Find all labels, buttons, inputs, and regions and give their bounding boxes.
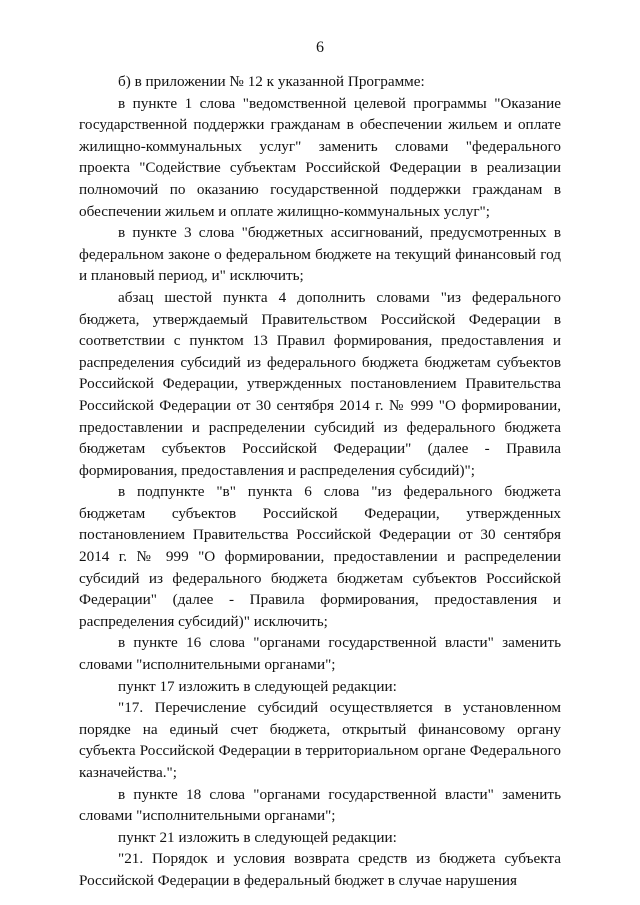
paragraph-item-4-amendment: абзац шестой пункта 4 дополнить словами "из федерального бюджета, утверждаемый Правительством Российской Федерации в соответствии с пунктом 13 Правил формирования, предоставления и распределения субсидий из федерального бюджета бюджетам субъектов Российской Федерации, утвержденных постановлением Правительства Российской Федерации от 30 сентября 2014 г. № 999 "О формировании, предоставлении и распределении субсидий из федерального бюджета бюджетам субъектов Российской Федерации" (далее - Правила формирования, предоставления и распределения субсидий)"; xyxy=(79,288,561,479)
paragraph-item-18-amendment: в пункте 18 слова "органами государственной власти" заменить словами "исполнительными органами"; xyxy=(79,785,561,825)
paragraph-item-17-intro: пункт 17 изложить в следующей редакции: xyxy=(118,677,397,695)
page-number: 6 xyxy=(316,39,324,56)
paragraph-item-17-text: "17. Перечисление субсидий осуществляется в установленном порядке на единый счет бюджета, открытый финансовому органу субъекта Российской Федерации в территориальном органе Федерального казначейства."; xyxy=(79,699,561,781)
paragraph-item-21-text: "21. Порядок и условия возврата средств из бюджета субъекта Российской Федерации в федеральный бюджет в случае нарушения xyxy=(79,850,561,889)
paragraph-appendix-12-intro: б) в приложении № 12 к указанной Программе: xyxy=(118,73,425,90)
document-body xyxy=(79,71,561,892)
paragraph-item-3-amendment: в пункте 3 слова "бюджетных ассигнований, предусмотренных в федеральном законе о федеральном бюджете на текущий финансовый год и плановый период, и" исключить; xyxy=(79,224,561,285)
paragraph-item-1-amendment: в пункте 1 слова "ведомственной целевой программы "Оказание государственной поддержки гражданам в обеспечении жильем и оплате жилищно-коммунальных услуг" заменить словами "федерального проекта "Содействие субъектам Российской Федерации в реализации полномочий по оказанию государственной поддержки гражданам в обеспечении жильем и оплате жилищно-коммунальных услуг"; xyxy=(79,94,561,220)
paragraph-item-16-amendment: в пункте 16 слова "органами государственной власти" заменить словами "исполнительными органами"; xyxy=(79,634,561,674)
paragraph-item-21-intro: пункт 21 изложить в следующей редакции: xyxy=(118,828,397,846)
paragraph-item-6-amendment: в подпункте "в" пункта 6 слова "из федерального бюджета бюджетам субъектов Российской Федерации, утвержденных постановлением Правительства Российской Федерации от 30 сентября 2014 г. № 999 "О формировании, предоставлении и распределении субсидий из федерального бюджета бюджетам субъектов Российской Федерации" (далее - Правила формирования, предоставления и распределения субсидий)" исключить; xyxy=(79,483,561,630)
